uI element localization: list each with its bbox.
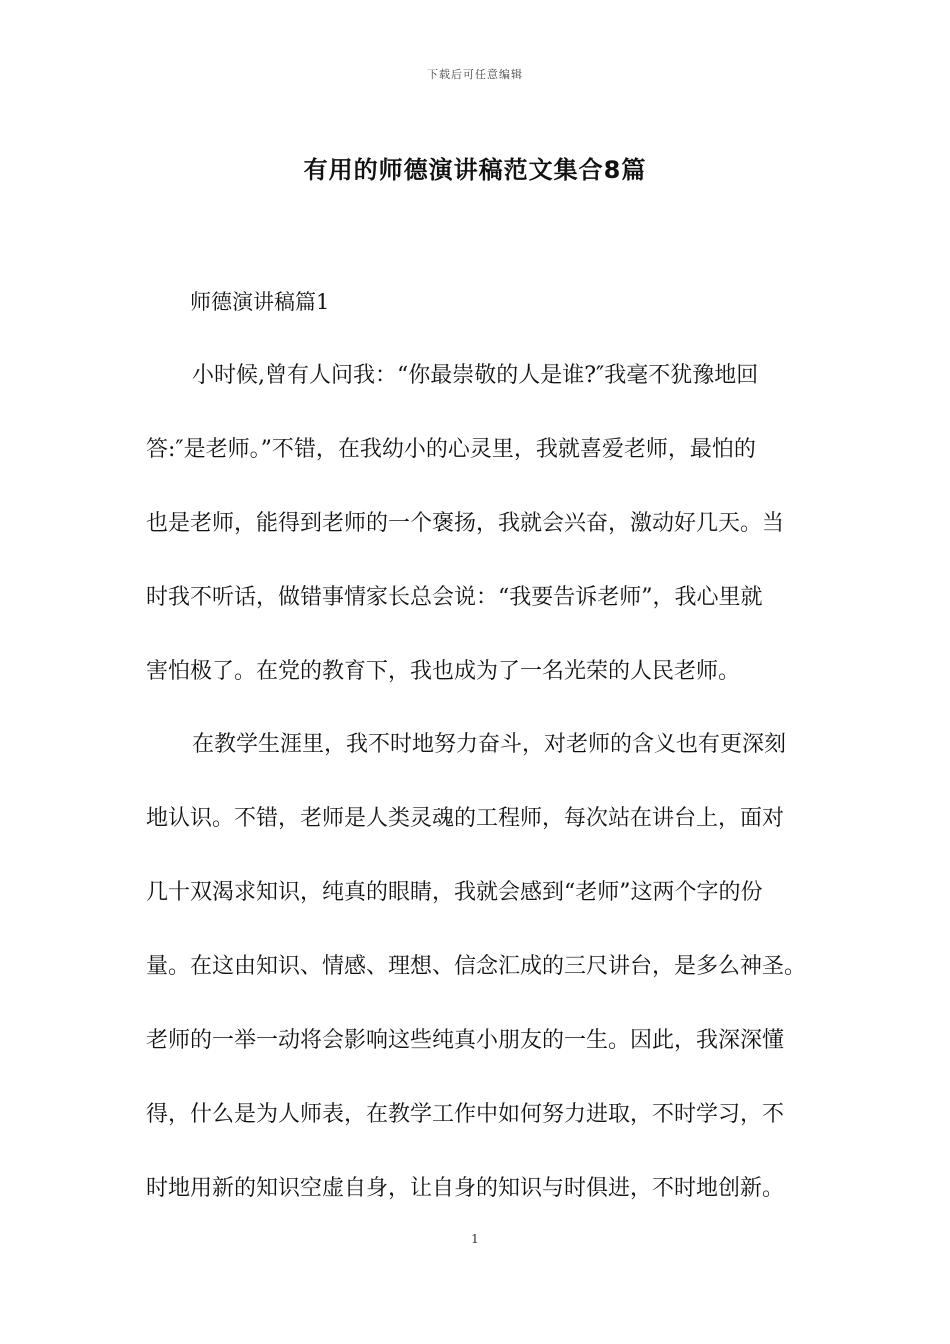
paragraph-line: 小时候,曾有人问我：“你最崇敬的人是谁?″我毫不犹豫地回 xyxy=(192,363,759,388)
document-title: 有用的师德演讲稿范文集合8篇 xyxy=(303,156,647,184)
paragraph-line: 地认识。不错，老师是人类灵魂的工程师，每次站在讲台上，面对 xyxy=(146,806,785,831)
paragraph-line: 老师的一举一动将会影响这些纯真小朋友的一生。因此，我深深懂 xyxy=(146,1028,785,1053)
paragraph-line: 几十双渴求知识，纯真的眼睛，我就会感到“老师”这两个字的份 xyxy=(146,880,763,905)
section-heading: 师德演讲稿篇1 xyxy=(190,290,330,314)
header-note: 下载后可任意编辑 xyxy=(427,68,523,81)
paragraph-1 xyxy=(146,339,810,709)
paragraph-2 xyxy=(146,708,810,1226)
page-number: 1 xyxy=(471,1232,479,1246)
paragraph-line: 在教学生涯里，我不时地努力奋斗，对老师的含义也有更深刻 xyxy=(192,732,787,757)
paragraph-line: 时我不听话，做错事情家长总会说：“我要告诉老师”，我心里就 xyxy=(146,585,763,610)
paragraph-line: 害怕极了。在党的教育下，我也成为了一名光荣的人民老师。 xyxy=(146,659,741,684)
paragraph-line: 答:″是老师。”不错，在我幼小的心灵里，我就喜爱老师，最怕的 xyxy=(146,437,756,462)
paragraph-line: 也是老师，能得到老师的一个褒扬，我就会兴奋，激动好几天。当 xyxy=(146,511,785,536)
paragraph-line: 时地用新的知识空虚自身，让自身的知识与时俱进，不时地创新。 xyxy=(146,1176,785,1201)
paragraph-line: 量。在这由知识、情感、理想、信念汇成的三尺讲台，是多么神圣。 xyxy=(146,954,807,979)
paragraph-line: 得，什么是为人师表，在教学工作中如何努力进取，不时学习，不 xyxy=(146,1102,785,1127)
